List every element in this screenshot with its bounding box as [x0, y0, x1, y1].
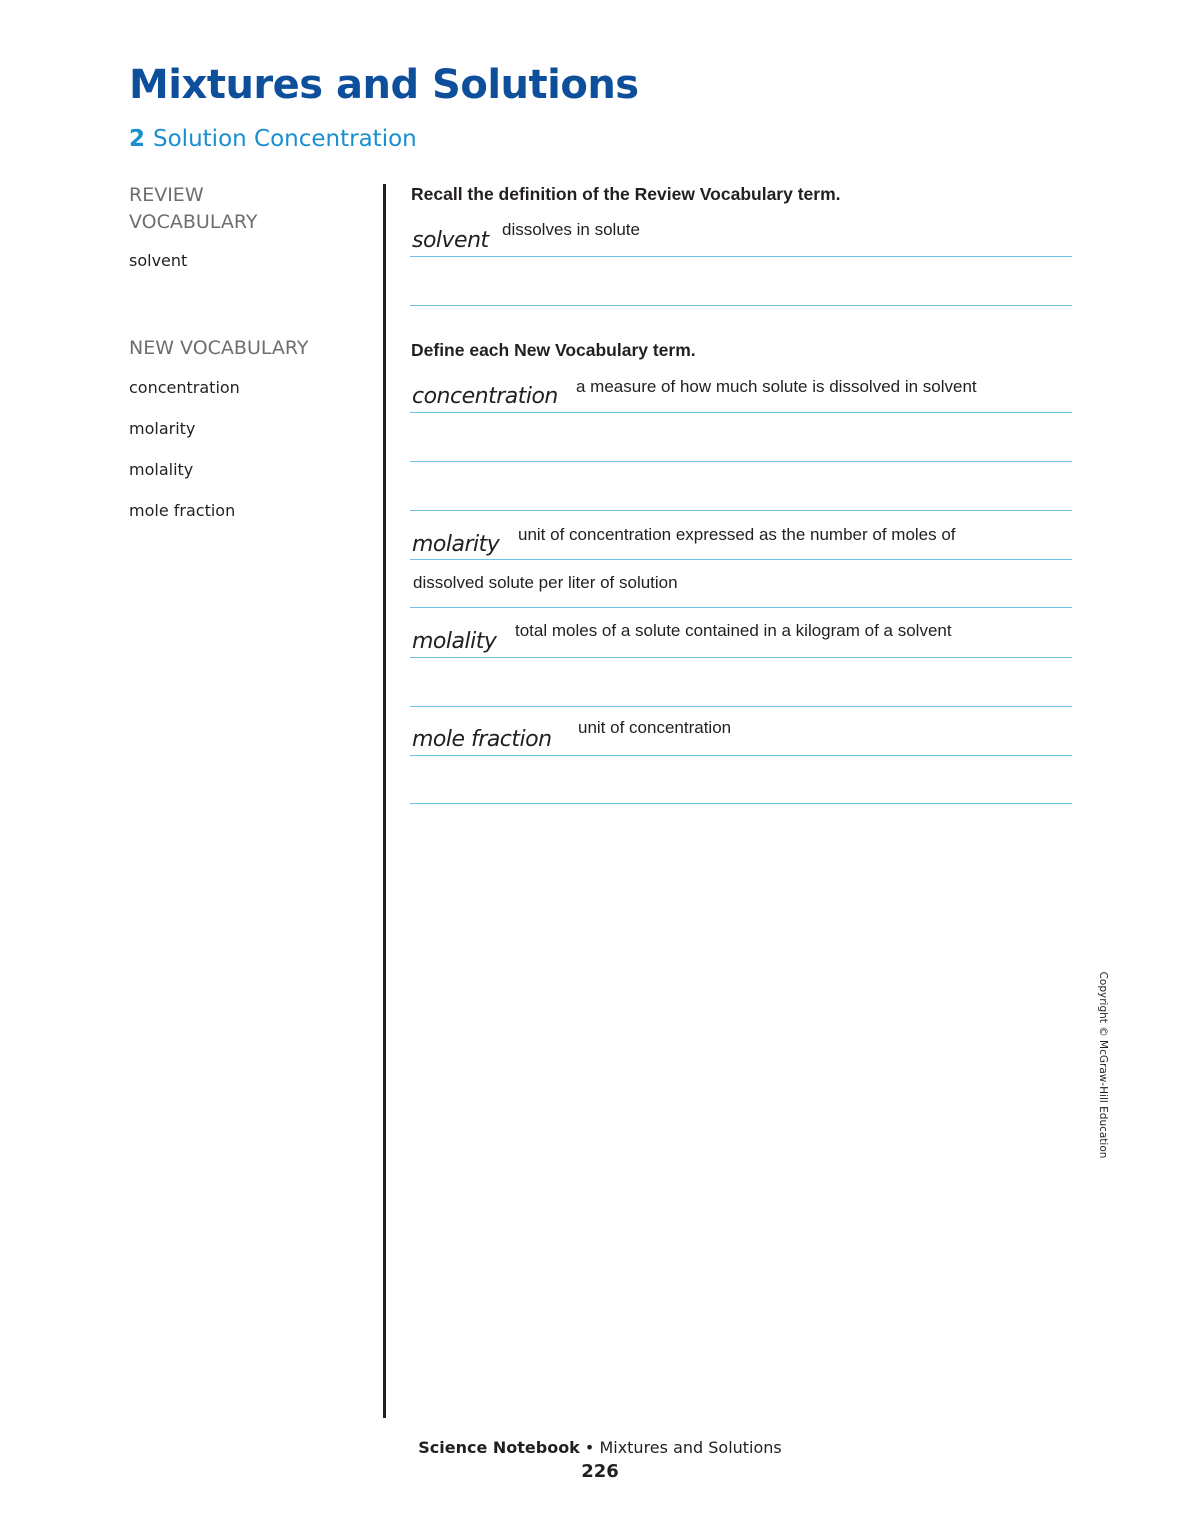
handwritten-term-concentration: concentration — [412, 384, 558, 409]
review-heading-line2: VOCABULARY — [129, 211, 258, 233]
handwritten-term-molality: molality — [412, 629, 497, 654]
writing-line — [410, 607, 1072, 608]
footer-book-title: Science Notebook — [418, 1438, 580, 1457]
section-title: Solution Concentration — [153, 126, 417, 152]
writing-line — [410, 510, 1072, 511]
sidebar-new-term: molality — [129, 460, 194, 479]
review-vocabulary-heading — [129, 182, 257, 236]
writing-line — [410, 412, 1072, 413]
footer-separator: • — [579, 1438, 600, 1457]
section-number: 2 — [129, 126, 146, 152]
definition-field-solvent[interactable]: dissolves in solute — [502, 220, 640, 239]
writing-line — [410, 755, 1072, 756]
sidebar-new-term: concentration — [129, 378, 240, 397]
definition-field-molarity[interactable]: unit of concentration expressed as the number of moles of — [518, 525, 956, 544]
writing-line — [410, 256, 1072, 257]
definition-field-mole-fraction[interactable]: unit of concentration — [578, 718, 732, 737]
new-vocabulary-instruction: Define each New Vocabulary term. — [411, 340, 696, 360]
footer-chapter: Mixtures and Solutions — [599, 1438, 782, 1457]
page-title: Mixtures and Solutions — [129, 62, 639, 108]
review-instruction: Recall the definition of the Review Vocabulary term. — [411, 184, 841, 204]
definition-field-concentration[interactable]: a measure of how much solute is dissolved in solvent — [576, 377, 977, 396]
handwritten-term-molarity: molarity — [412, 532, 500, 557]
copyright-notice: Copyright © McGraw-Hill Education — [1097, 971, 1109, 1159]
sidebar-new-term: mole fraction — [129, 501, 236, 520]
handwritten-term-mole-fraction: mole fraction — [412, 727, 552, 752]
section-subtitle — [129, 126, 417, 152]
writing-line — [410, 559, 1072, 560]
definition-field-molarity-continued[interactable]: dissolved solute per liter of solution — [413, 573, 678, 592]
page-footer — [0, 1438, 1200, 1457]
writing-line — [410, 706, 1072, 707]
column-divider — [383, 184, 386, 1418]
handwritten-term-solvent: solvent — [412, 228, 489, 253]
writing-line — [410, 657, 1072, 658]
page-number: 226 — [581, 1461, 619, 1482]
writing-line — [410, 305, 1072, 306]
writing-line — [410, 803, 1072, 804]
sidebar-new-term: molarity — [129, 419, 196, 438]
writing-line — [410, 461, 1072, 462]
definition-field-molality[interactable]: total moles of a solute contained in a kilogram of a solvent — [515, 621, 952, 640]
sidebar-review-term: solvent — [129, 251, 188, 270]
review-heading-line1: REVIEW — [129, 184, 204, 206]
new-vocabulary-heading: NEW VOCABULARY — [129, 337, 309, 359]
